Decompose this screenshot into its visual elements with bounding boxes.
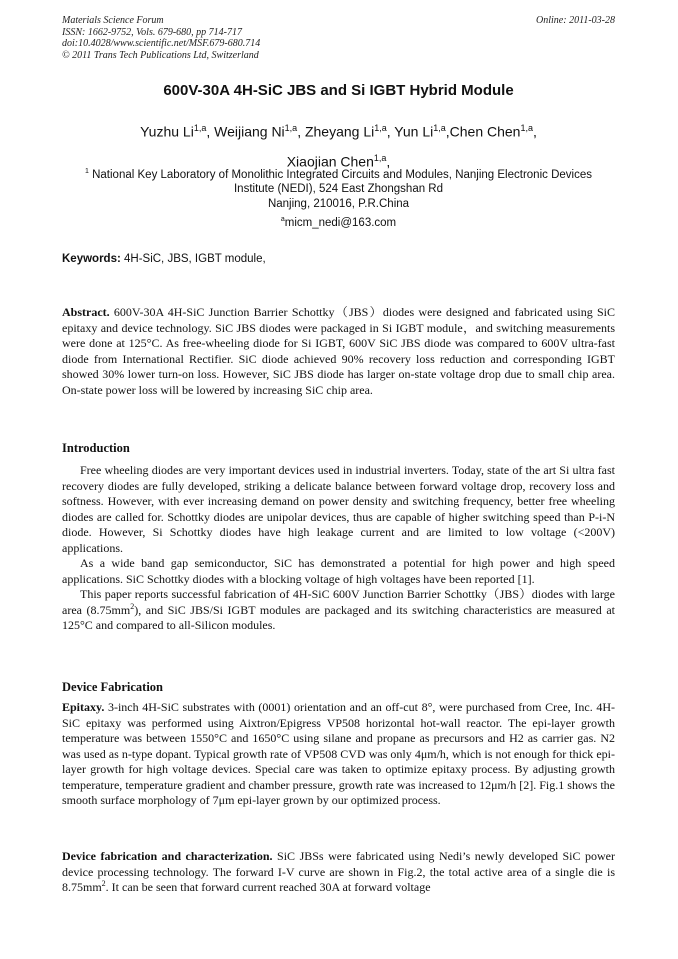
author-sup: 1,a bbox=[373, 152, 387, 163]
affiliation bbox=[62, 165, 615, 211]
author-name: Yuzhu Li bbox=[140, 123, 194, 140]
characterization-paragraph bbox=[62, 849, 615, 896]
epitaxy-paragraph bbox=[62, 700, 615, 809]
doi-line: doi:10.4028/www.scientific.net/MSF.679-680.714 bbox=[62, 38, 261, 49]
affiliation-line: National Key Laboratory of Monolithic Integrated Circuits and Modules, Nanjing Electronic Devices bbox=[92, 168, 592, 181]
paragraph-text: ), and SiC JBS/Si IGBT modules are packaged and its switching characteristics are measured at 125°C and compared to all-Silicon modules. bbox=[62, 602, 615, 632]
paragraph-text: This paper reports successful fabrication of 4H-SiC 600V Junction Barrier Schottky（JBS）diodes with large area (8.75mm bbox=[62, 587, 615, 617]
paragraph-text: . It can be seen that forward current reached 30A at forward voltage bbox=[105, 880, 431, 894]
author-name: Yun Li bbox=[394, 123, 434, 140]
section-heading-device-fabrication: Device Fabrication bbox=[62, 680, 164, 694]
author-sup: 1,a bbox=[193, 123, 207, 133]
superscript: 2 bbox=[101, 879, 106, 888]
abstract-text: 600V-30A 4H-SiC Junction Barrier Schottky（JBS）diodes were designed and fabricated using SiC epitaxy and device technology. SiC JBS diodes were packaged in Si IGBT module，and switching measurements were done at 125°C. As free-wheeling diode for Si IGBT, 600V SiC JBS diode was compared to 600V ultra-fast diode from International Rectifier. SiC diode achieved 90% recovery loss reduction and corresponding IGBT showed 30% lower turn-on loss. However, SiC JBS diode has larger on-state voltage drop due to small chip area. On-state power loss will be lowered by increasing SiC chip area. bbox=[62, 305, 615, 397]
superscript: 2 bbox=[130, 601, 135, 611]
abstract bbox=[62, 305, 615, 398]
paragraph: As a wide band gap semiconductor, SiC has demonstrated a potential for high power and high speed applications. SiC Schottky diodes with a blocking voltage of high voltages have been reported [1]. bbox=[62, 556, 615, 586]
characterization-label: Device fabrication and characterization. bbox=[62, 849, 273, 863]
author-sup: 1,a bbox=[433, 123, 446, 133]
keywords-text: 4H-SiC, JBS, IGBT module, bbox=[120, 253, 266, 265]
issn-line: ISSN: 1662-9752, Vols. 679-680, pp 714-717 bbox=[62, 26, 242, 38]
author-name: Weijiang Ni bbox=[214, 123, 285, 140]
author-sup: 1,a bbox=[374, 123, 387, 133]
author-name: Zheyang Li bbox=[304, 123, 375, 140]
paragraph-text: 3-inch 4H-SiC substrates with (0001) orientation and an off-cut 8°, were purchased from Cree, Inc. 4H-SiC epitaxy was performed using Aixtron/Epigress VP508 horizontal hot-wall reactor. The epi-layer growth temperature was between 1550°C and 1650°C using silane and propane as precursors and H2 as carrier gas. N2 was used as n-type dopant. Typical growth rate of VP508 CVD was only 4μm/h, which is not enough for thick epi-layer growth for high voltage devices. Special care was taken to optimize epitaxy process. By adjusting growth temperature, temperature gradient and chamber pressure, growth rate was increased to 12μm/h [2]. Fig.1 shows the smooth surface morphology of 7μm epi-layer grown by our optimized process. bbox=[62, 700, 615, 807]
affiliation-number: 1 bbox=[85, 168, 89, 175]
journal-header bbox=[62, 15, 615, 61]
paper-title: 600V-30A 4H-SiC JBS and Si IGBT Hybrid Module bbox=[163, 82, 514, 99]
abstract-label: Abstract. bbox=[62, 305, 110, 319]
affiliation-line: Nanjing, 210016, P.R.China bbox=[267, 197, 410, 210]
section-heading-introduction: Introduction bbox=[62, 441, 130, 455]
author-name: Xiaojian Chen bbox=[286, 153, 374, 170]
introduction-body bbox=[62, 463, 615, 634]
keywords bbox=[62, 253, 615, 265]
paragraph bbox=[62, 587, 615, 634]
author-sup: 1,a bbox=[520, 123, 533, 133]
online-date: Online: 2011-03-28 bbox=[536, 15, 615, 26]
paragraph-text: SiC JBSs were fabricated using Nedi’s newly developed SiC power device processing technology. The forward I-V curve are shown in Fig.2, the total active area of a single die is 8.75mm bbox=[62, 849, 616, 894]
epitaxy-label: Epitaxy. bbox=[62, 700, 105, 714]
email-sup: a bbox=[280, 216, 285, 223]
paragraph: Free wheeling diodes are very important devices used in industrial inverters. Today, state of the art Si ultra fast recovery diodes are fully developed, striking a delicate balance between forward voltage drop, recovery loss and softness. However, with ever increasing demand on power density and switching frequency, better free wheeling diodes are called for. Schottky diodes are unipolar devices, thus are capable of higher switching speed than P-i-N diode. However, Si Schottky diodes have high leakage current and are limited to low voltage (<200V) applications. bbox=[62, 463, 615, 555]
affiliation-line: Institute (NEDI), 524 East Zhongshan Rd bbox=[233, 183, 444, 196]
keywords-label: Keywords: bbox=[62, 253, 121, 265]
copyright-line: © 2011 Trans Tech Publications Ltd, Switzerland bbox=[62, 49, 259, 61]
email-address: micm_nedi@163.com bbox=[284, 216, 397, 229]
journal-name: Materials Science Forum bbox=[62, 15, 164, 26]
author-list: Yuzhu Li$^{1,a}$, Weijiang Ni$^{1,a}$, Zheyang Li$^{1,a}$, Yun Li$^{1,a}$,Chen Chen$^{1,a}$, Xiaojian Chen$^{1,a}$, bbox=[140, 123, 537, 170]
author-sup: 1,a bbox=[284, 123, 298, 133]
email-line bbox=[62, 216, 615, 229]
author-name: Chen Chen bbox=[449, 123, 521, 140]
